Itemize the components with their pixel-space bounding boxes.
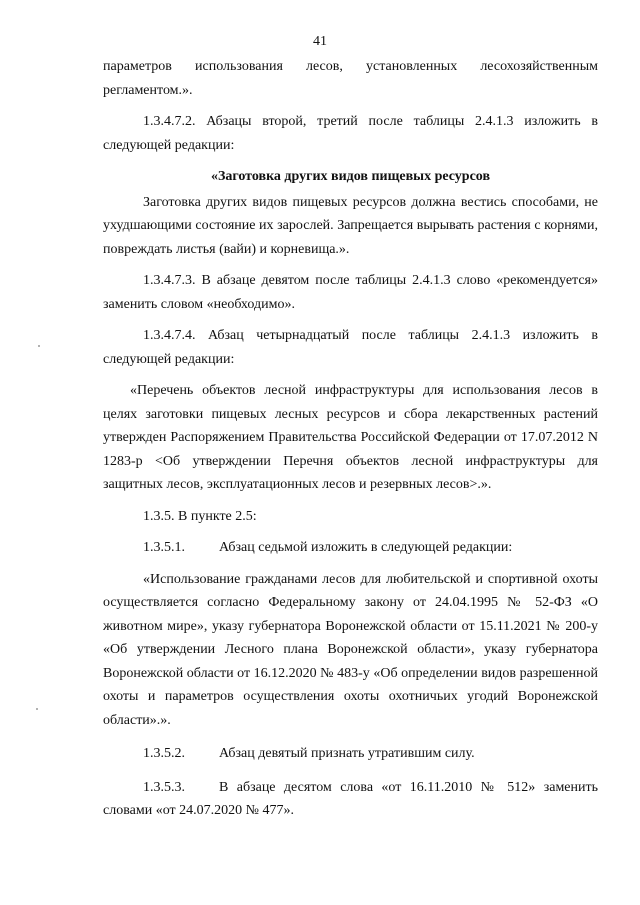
page-number: 41 <box>313 34 327 49</box>
item-text: В абзаце десятом слова «от 16.11.2010 № 512» заменить словами «от 24.07.2020 № 477». <box>103 779 598 818</box>
item-number: 1.3.5.1. <box>143 540 185 555</box>
section-heading: «Заготовка других видов пищевых ресурсов <box>210 169 491 184</box>
paragraph-item-1-3-5-1 <box>103 536 598 560</box>
scan-speck <box>38 345 40 347</box>
item-number: 1.3.5.2. <box>143 746 185 761</box>
paragraph-quoted-text: «Перечень объектов лесной инфраструктуры для использования лесов в целях заготовки пищевых лесных ресурсов и сбора лекарственных растений утвержден Распоряжением Правительства Российской Федерации от 17.07.2012 N 1283-р <Об утверждении Перечня объектов лесной инфраструктуры для защитных лесов, эксплуатационных лесов и резервных лесов>.». <box>103 383 598 492</box>
paragraph-item-1-3-5: 1.3.5. В пункте 2.5: <box>143 508 257 524</box>
item-number: 1.3.5.3. <box>143 779 185 795</box>
item-text: Абзац седьмой изложить в следующей редакции: <box>219 540 513 555</box>
item-text: Абзац девятый признать утратившим силу. <box>219 746 475 761</box>
paragraph-quoted-text: «Использование гражданами лесов для любительской и спортивной охоты осуществляется согласно Федеральному закону от 24.04.1995 № 52-ФЗ «О животном мире», указу губернатора Воронежской области от 15.11.2021 № 200-у «Об утверждении Лесного плана Воронежской области», указу губернатора Воронежской области от 16.12.2020 № 483-у «Об определении видов разрешенной охоты и параметров осуществления охоты охотничьих угодий Воронежской области».». <box>103 571 598 728</box>
paragraph-quoted-text: Заготовка других видов пищевых ресурсов должна вестись способами, не ухудшающими состояние их зарослей. Запрещается вырывать растения с корнями, повреждать листья (вайи) и корневища.». <box>103 194 598 257</box>
paragraph-item-1-3-5-3 <box>103 776 598 823</box>
paragraph-continuation: параметров использования лесов, установленных лесохозяйственным регламентом.». <box>103 59 598 98</box>
paragraph-item-1-3-4-7-4: 1.3.4.7.4. Абзац четырнадцатый после таблицы 2.4.1.3 изложить в следующей редакции: <box>103 328 598 367</box>
paragraph-item-1-3-4-7-3: 1.3.4.7.3. В абзаце девятом после таблицы 2.4.1.3 слово «рекомендуется» заменить словом «необходимо». <box>103 273 598 312</box>
paragraph-item-1-3-5-2 <box>103 742 598 766</box>
paragraph-item-1-3-4-7-2: 1.3.4.7.2. Абзацы второй, третий после таблицы 2.4.1.3 изложить в следующей редакции: <box>103 114 598 153</box>
document-body <box>103 55 598 823</box>
scan-speck <box>36 708 38 710</box>
